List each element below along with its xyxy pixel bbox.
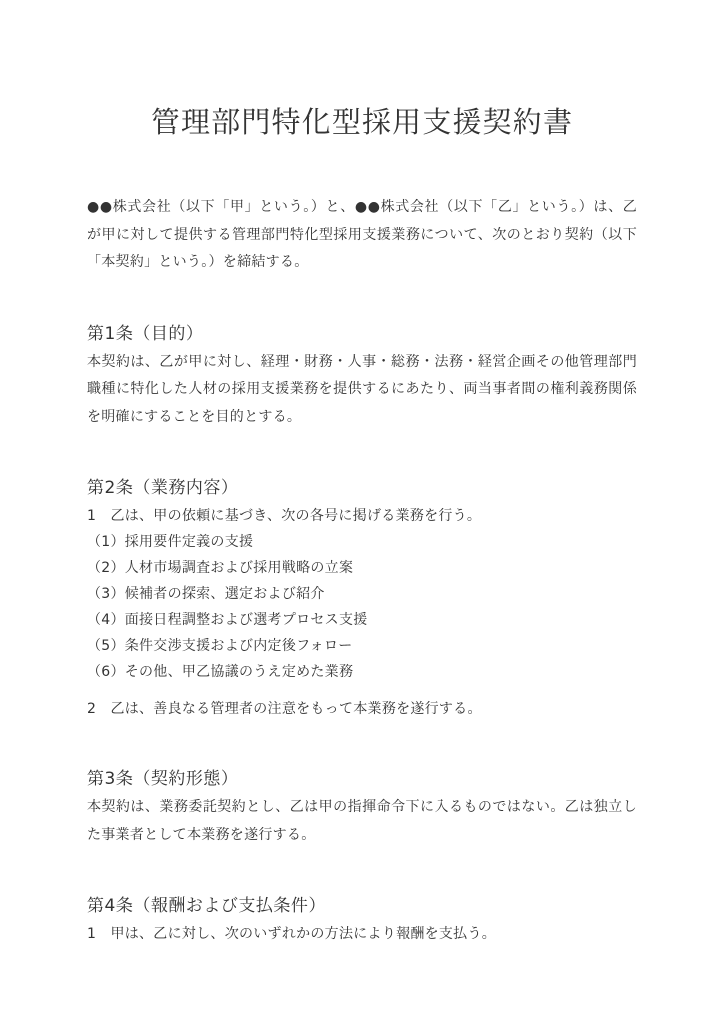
preamble-paragraph: ●●株式会社（以下「甲」という。）と、●●株式会社（以下「乙」という。）は、乙が甲に対して提供する管理部門特化型採用支援業務について、次のとおり契約（以下「本契約」という。）を締結する。 (87, 199, 637, 271)
article-1-heading: 第1条（目的） (87, 323, 204, 344)
article-2-item-6: （6）その他、甲乙協議のうえ定めた業務 (87, 664, 354, 681)
article-3-body: 本契約は、業務委託契約とし、乙は甲の指揮命令下に入るものではない。乙は独立した事業者として本業務を遂行する。 (87, 799, 637, 843)
article-4-clause-1: 1 甲は、乙に対し、次のいずれかの方法により報酬を支払う。 (87, 926, 497, 943)
article-2-clause-1: 1 乙は、甲の依頼に基づき、次の各号に掲げる業務を行う。 (87, 508, 482, 525)
article-2-item-4: （4）面接日程調整および選考プロセス支援 (87, 612, 368, 629)
article-1-body: 本契約は、乙が甲に対し、経理・財務・人事・総務・法務・経営企画その他管理部門職種に特化した人材の採用支援業務を提供するにあたり、両当事者間の権利義務関係を明確にすることを目的とする。 (87, 353, 637, 425)
article-2-item-3: （3）候補者の探索、選定および紹介 (87, 586, 325, 603)
article-4-section (87, 894, 637, 947)
article-2-heading: 第2条（業務内容） (87, 478, 239, 499)
article-2-item-5: （5）条件交渉支援および内定後フォロー (87, 638, 353, 655)
article-4-heading: 第4条（報酬および支払条件） (87, 896, 326, 917)
document-title: 管理部門特化型採用支援契約書 (150, 105, 574, 139)
article-1-section (87, 322, 637, 432)
article-3-heading: 第3条（契約形態） (87, 769, 239, 790)
article-2-item-2: （2）人材市場調査および採用戦略の立案 (87, 560, 354, 577)
article-2-section (87, 476, 637, 722)
article-2-clause-2: 2 乙は、善良なる管理者の注意をもって本業務を遂行する。 (87, 701, 482, 718)
article-3-section (87, 767, 637, 849)
article-2-item-1: （1）採用要件定義の支援 (87, 534, 254, 551)
